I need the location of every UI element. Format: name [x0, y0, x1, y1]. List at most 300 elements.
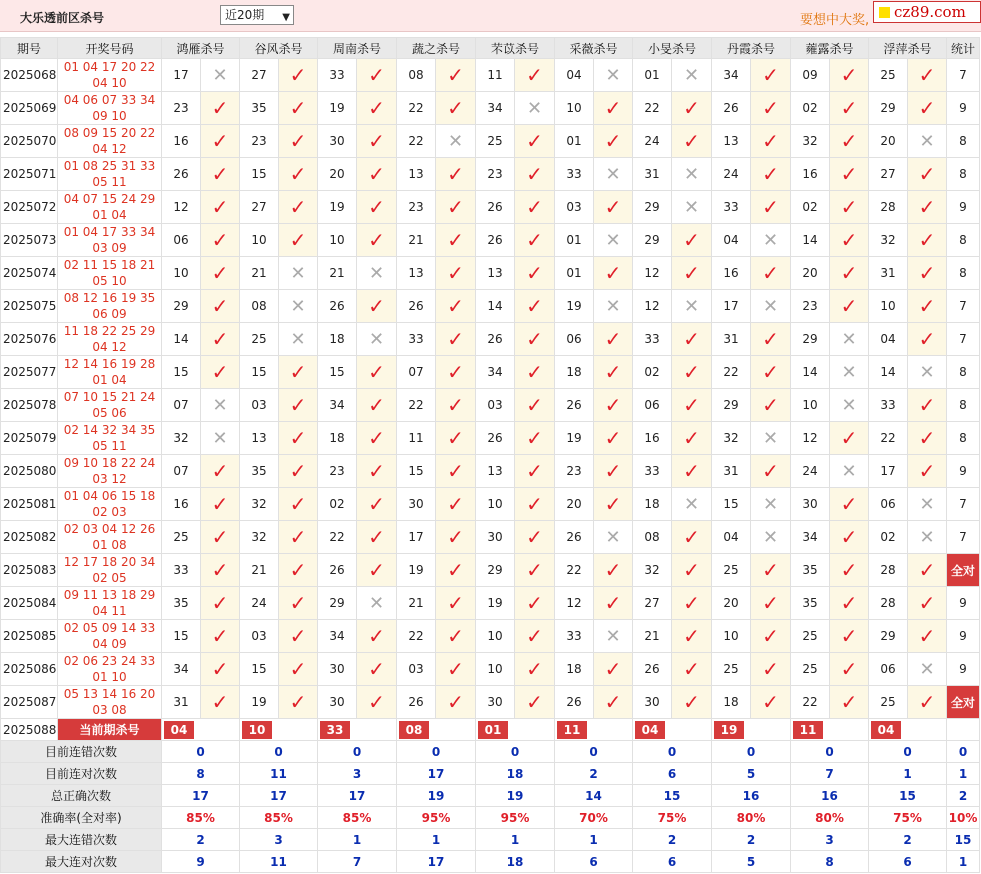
kill-number: 21 [397, 587, 436, 620]
back-numbers: 04 10 [92, 76, 127, 90]
front-numbers: 01 04 17 33 34 [63, 225, 156, 239]
kill-number: 10 [476, 488, 515, 521]
kill-number: 26 [318, 290, 357, 323]
period-cell: 2025084 [1, 587, 58, 620]
check-icon: ✓ [751, 554, 791, 587]
kill-number: 22 [791, 686, 830, 719]
count-cell: 7 [947, 521, 980, 554]
current-kill-cell [633, 719, 712, 741]
kill-number: 02 [318, 488, 357, 521]
cross-icon: ✕ [751, 290, 791, 323]
check-icon: ✓ [908, 158, 947, 191]
stats-value: 95% [397, 807, 476, 829]
front-numbers: 12 17 18 20 34 [63, 555, 156, 569]
cross-icon: ✕ [908, 125, 947, 158]
kill-number: 22 [397, 389, 436, 422]
kill-number: 22 [397, 92, 436, 125]
kill-number: 10 [869, 290, 908, 323]
draw-numbers [58, 257, 162, 290]
check-icon: ✓ [594, 389, 633, 422]
stats-value: 2 [633, 829, 712, 851]
cross-icon: ✕ [672, 488, 712, 521]
table-row [1, 356, 980, 389]
kill-number: 04 [555, 59, 594, 92]
current-count-cell [947, 719, 980, 741]
kill-number: 26 [476, 224, 515, 257]
kill-number: 19 [397, 554, 436, 587]
stats-value: 2 [555, 763, 633, 785]
kill-number: 20 [712, 587, 751, 620]
kill-number: 23 [162, 92, 201, 125]
stats-value: 95% [476, 807, 555, 829]
check-icon: ✓ [751, 686, 791, 719]
check-icon: ✓ [357, 125, 397, 158]
kill-number: 10 [555, 92, 594, 125]
check-icon: ✓ [436, 224, 476, 257]
kill-number: 34 [476, 92, 515, 125]
kill-number: 29 [633, 191, 672, 224]
count-cell: 8 [947, 158, 980, 191]
cross-icon: ✕ [672, 191, 712, 224]
count-cell: 8 [947, 389, 980, 422]
kill-number: 32 [633, 554, 672, 587]
kill-number: 10 [476, 653, 515, 686]
kill-number: 06 [869, 653, 908, 686]
check-icon: ✓ [201, 620, 240, 653]
kill-number: 30 [318, 653, 357, 686]
check-icon: ✓ [751, 125, 791, 158]
check-icon: ✓ [908, 422, 947, 455]
check-icon: ✓ [201, 158, 240, 191]
cross-icon: ✕ [515, 92, 555, 125]
check-icon: ✓ [357, 653, 397, 686]
current-period-cell: 2025088 [1, 719, 58, 741]
kill-number: 22 [397, 620, 436, 653]
check-icon: ✓ [201, 257, 240, 290]
check-icon: ✓ [515, 587, 555, 620]
kill-number: 20 [869, 125, 908, 158]
cross-icon: ✕ [830, 455, 869, 488]
check-icon: ✓ [436, 158, 476, 191]
check-icon: ✓ [436, 323, 476, 356]
column-header-expert: 谷风杀号 [240, 38, 318, 59]
stats-label: 总正确次数 [1, 785, 162, 807]
period-select[interactable] [220, 5, 294, 25]
current-kill-cell [869, 719, 947, 741]
check-icon: ✓ [515, 224, 555, 257]
kill-number: 14 [476, 290, 515, 323]
cross-icon: ✕ [830, 356, 869, 389]
current-kill-badge: 11 [793, 721, 823, 739]
kill-number: 33 [555, 620, 594, 653]
kill-number: 29 [162, 290, 201, 323]
front-numbers: 02 11 15 18 21 [63, 258, 156, 272]
stats-total: 1 [947, 763, 980, 785]
kill-number: 15 [397, 455, 436, 488]
kill-number: 34 [476, 356, 515, 389]
check-icon: ✓ [672, 422, 712, 455]
back-numbers: 01 04 [92, 208, 127, 222]
back-numbers: 03 08 [92, 703, 127, 717]
stats-value: 0 [397, 741, 476, 763]
cross-icon: ✕ [279, 257, 318, 290]
kill-number: 16 [162, 125, 201, 158]
check-icon: ✓ [594, 554, 633, 587]
kill-number: 32 [791, 125, 830, 158]
kill-number: 21 [240, 554, 279, 587]
kill-number: 15 [240, 653, 279, 686]
stats-value: 17 [240, 785, 318, 807]
kill-number: 27 [633, 587, 672, 620]
stats-value: 19 [397, 785, 476, 807]
check-icon: ✓ [515, 620, 555, 653]
stats-value: 1 [476, 829, 555, 851]
kill-number: 34 [318, 620, 357, 653]
kill-number: 03 [476, 389, 515, 422]
kill-number: 25 [712, 653, 751, 686]
stats-value: 16 [712, 785, 791, 807]
front-numbers: 08 12 16 19 35 [63, 291, 156, 305]
kill-number: 26 [555, 521, 594, 554]
front-numbers: 07 10 15 21 24 [63, 390, 156, 404]
check-icon: ✓ [515, 158, 555, 191]
kill-number: 26 [162, 158, 201, 191]
stats-value: 1 [555, 829, 633, 851]
cross-icon: ✕ [594, 158, 633, 191]
check-icon: ✓ [594, 488, 633, 521]
kill-number: 08 [633, 521, 672, 554]
cross-icon: ✕ [436, 125, 476, 158]
draw-numbers [58, 290, 162, 323]
back-numbers: 06 09 [92, 307, 127, 321]
draw-numbers [58, 455, 162, 488]
column-header-expert: 浮萍杀号 [869, 38, 947, 59]
draw-numbers [58, 653, 162, 686]
kill-number: 18 [555, 653, 594, 686]
kill-number: 19 [318, 191, 357, 224]
check-icon: ✓ [751, 158, 791, 191]
check-icon: ✓ [436, 356, 476, 389]
kill-number: 22 [318, 521, 357, 554]
kill-number: 03 [240, 620, 279, 653]
check-icon: ✓ [201, 554, 240, 587]
check-icon: ✓ [830, 191, 869, 224]
period-cell: 2025087 [1, 686, 58, 719]
check-icon: ✓ [594, 323, 633, 356]
column-header-expert: 采薇杀号 [555, 38, 633, 59]
check-icon: ✓ [357, 422, 397, 455]
period-cell: 2025082 [1, 521, 58, 554]
count-cell: 9 [947, 587, 980, 620]
period-cell: 2025081 [1, 488, 58, 521]
check-icon: ✓ [279, 356, 318, 389]
check-icon: ✓ [201, 587, 240, 620]
kill-number: 18 [555, 356, 594, 389]
current-kill-cell [240, 719, 318, 741]
stats-total: 10% [947, 807, 980, 829]
stats-value: 9 [162, 851, 240, 873]
kill-number: 31 [712, 455, 751, 488]
period-cell: 2025071 [1, 158, 58, 191]
back-numbers: 09 10 [92, 109, 127, 123]
stats-row [1, 763, 980, 785]
stats-row [1, 785, 980, 807]
back-numbers: 04 09 [92, 637, 127, 651]
check-icon: ✓ [357, 488, 397, 521]
stats-label: 最大连错次数 [1, 829, 162, 851]
back-numbers: 05 11 [92, 175, 127, 189]
check-icon: ✓ [436, 686, 476, 719]
kill-number: 33 [633, 455, 672, 488]
kill-number: 30 [633, 686, 672, 719]
check-icon: ✓ [279, 554, 318, 587]
check-icon: ✓ [201, 191, 240, 224]
column-header-expert: 蕹露杀号 [791, 38, 869, 59]
draw-numbers [58, 587, 162, 620]
kill-number: 12 [633, 257, 672, 290]
cross-icon: ✕ [830, 389, 869, 422]
check-icon: ✓ [201, 92, 240, 125]
table-row [1, 59, 980, 92]
kill-number: 34 [318, 389, 357, 422]
current-kill-badge: 04 [164, 721, 194, 739]
kill-number: 08 [240, 290, 279, 323]
kill-number: 15 [240, 158, 279, 191]
check-icon: ✓ [830, 620, 869, 653]
current-kill-cell [162, 719, 240, 741]
check-icon: ✓ [672, 554, 712, 587]
table-row [1, 158, 980, 191]
check-icon: ✓ [751, 191, 791, 224]
kill-number: 18 [633, 488, 672, 521]
kill-number: 12 [162, 191, 201, 224]
stats-value: 6 [633, 763, 712, 785]
table-row [1, 191, 980, 224]
kill-number: 16 [162, 488, 201, 521]
stats-value: 17 [162, 785, 240, 807]
check-icon: ✓ [594, 686, 633, 719]
kill-number: 32 [240, 488, 279, 521]
check-icon: ✓ [357, 191, 397, 224]
check-icon: ✓ [436, 488, 476, 521]
kill-number: 33 [555, 158, 594, 191]
top-bar [0, 0, 981, 32]
count-cell: 7 [947, 290, 980, 323]
stats-value: 75% [633, 807, 712, 829]
check-icon: ✓ [751, 59, 791, 92]
kill-number: 29 [476, 554, 515, 587]
stats-value: 1 [397, 829, 476, 851]
kill-number: 19 [318, 92, 357, 125]
period-cell: 2025075 [1, 290, 58, 323]
cross-icon: ✕ [279, 290, 318, 323]
kill-number: 03 [397, 653, 436, 686]
history-rows [1, 59, 980, 719]
stats-value: 5 [712, 763, 791, 785]
current-kill-badge: 10 [242, 721, 272, 739]
draw-numbers [58, 356, 162, 389]
kill-number: 24 [240, 587, 279, 620]
check-icon: ✓ [436, 587, 476, 620]
check-icon: ✓ [515, 488, 555, 521]
check-icon: ✓ [279, 389, 318, 422]
kill-number: 30 [476, 686, 515, 719]
count-cell: 7 [947, 323, 980, 356]
kill-number: 21 [397, 224, 436, 257]
kill-number: 29 [791, 323, 830, 356]
kill-number: 33 [869, 389, 908, 422]
check-icon: ✓ [751, 587, 791, 620]
current-kill-cell [476, 719, 555, 741]
kill-number: 12 [633, 290, 672, 323]
kill-number: 04 [712, 224, 751, 257]
stats-value: 1 [318, 829, 397, 851]
check-icon: ✓ [594, 191, 633, 224]
check-icon: ✓ [436, 653, 476, 686]
front-numbers: 09 10 18 22 24 [63, 456, 156, 470]
check-icon: ✓ [751, 620, 791, 653]
kill-number: 31 [633, 158, 672, 191]
kill-number: 18 [318, 422, 357, 455]
check-icon: ✓ [436, 389, 476, 422]
front-numbers: 04 07 15 24 29 [63, 192, 156, 206]
period-cell: 2025077 [1, 356, 58, 389]
table-row [1, 620, 980, 653]
check-icon: ✓ [594, 587, 633, 620]
stats-value: 6 [869, 851, 947, 873]
count-cell: 8 [947, 356, 980, 389]
kill-number: 13 [476, 455, 515, 488]
stats-value: 0 [240, 741, 318, 763]
kill-number: 20 [791, 257, 830, 290]
stats-value: 18 [476, 851, 555, 873]
table-row [1, 422, 980, 455]
count-cell: 9 [947, 191, 980, 224]
count-cell: 9 [947, 92, 980, 125]
check-icon: ✓ [830, 554, 869, 587]
stats-total: 15 [947, 829, 980, 851]
kill-number: 30 [397, 488, 436, 521]
check-icon: ✓ [672, 521, 712, 554]
stats-label: 最大连对次数 [1, 851, 162, 873]
check-icon: ✓ [672, 620, 712, 653]
check-icon: ✓ [357, 290, 397, 323]
kill-number: 30 [318, 686, 357, 719]
check-icon: ✓ [830, 587, 869, 620]
cross-icon: ✕ [201, 389, 240, 422]
kill-number: 35 [162, 587, 201, 620]
cross-icon: ✕ [357, 257, 397, 290]
kill-number: 22 [397, 125, 436, 158]
stats-value: 0 [555, 741, 633, 763]
stats-value: 11 [240, 763, 318, 785]
stats-value: 17 [318, 785, 397, 807]
kill-number: 32 [240, 521, 279, 554]
kill-number: 31 [162, 686, 201, 719]
current-kill-badge: 11 [557, 721, 587, 739]
back-numbers: 04 12 [92, 142, 127, 156]
kill-number: 21 [633, 620, 672, 653]
kill-number: 29 [869, 92, 908, 125]
stats-value: 8 [162, 763, 240, 785]
current-kill-badge: 19 [714, 721, 744, 739]
draw-numbers [58, 422, 162, 455]
kill-number: 10 [791, 389, 830, 422]
period-cell: 2025078 [1, 389, 58, 422]
check-icon: ✓ [908, 587, 947, 620]
check-icon: ✓ [515, 323, 555, 356]
stats-value: 16 [791, 785, 869, 807]
check-icon: ✓ [357, 455, 397, 488]
kill-number: 02 [869, 521, 908, 554]
check-icon: ✓ [908, 290, 947, 323]
stats-total: 2 [947, 785, 980, 807]
check-icon: ✓ [672, 92, 712, 125]
kill-number: 34 [712, 59, 751, 92]
current-kill-badge: 08 [399, 721, 429, 739]
kill-number: 26 [476, 323, 515, 356]
check-icon: ✓ [279, 653, 318, 686]
count-cell: 7 [947, 59, 980, 92]
kill-number: 23 [791, 290, 830, 323]
check-icon: ✓ [279, 158, 318, 191]
site-logo[interactable] [873, 1, 981, 23]
period-cell: 2025069 [1, 92, 58, 125]
promo-text[interactable]: 要想中大奖, [800, 13, 870, 28]
stats-value: 8 [791, 851, 869, 873]
kill-number: 10 [318, 224, 357, 257]
back-numbers: 05 10 [92, 274, 127, 288]
kill-number-table [0, 37, 980, 873]
kill-number: 01 [555, 224, 594, 257]
table-row [1, 488, 980, 521]
kill-number: 03 [240, 389, 279, 422]
kill-number: 23 [318, 455, 357, 488]
kill-number: 32 [162, 422, 201, 455]
front-numbers: 04 06 07 33 34 [63, 93, 156, 107]
check-icon: ✓ [357, 620, 397, 653]
check-icon: ✓ [279, 191, 318, 224]
cross-icon: ✕ [908, 521, 947, 554]
back-numbers: 01 04 [92, 373, 127, 387]
back-numbers: 05 06 [92, 406, 127, 420]
draw-numbers [58, 323, 162, 356]
front-numbers: 09 11 13 18 29 [63, 588, 156, 602]
period-cell: 2025073 [1, 224, 58, 257]
count-cell: 9 [947, 620, 980, 653]
check-icon: ✓ [436, 620, 476, 653]
stats-value: 19 [476, 785, 555, 807]
table-row [1, 521, 980, 554]
kill-number: 25 [869, 686, 908, 719]
check-icon: ✓ [908, 224, 947, 257]
kill-number: 21 [318, 257, 357, 290]
kill-number: 29 [712, 389, 751, 422]
check-icon: ✓ [357, 224, 397, 257]
kill-number: 13 [397, 257, 436, 290]
stats-value: 3 [240, 829, 318, 851]
draw-numbers [58, 554, 162, 587]
period-cell: 2025072 [1, 191, 58, 224]
check-icon: ✓ [672, 323, 712, 356]
check-icon: ✓ [908, 686, 947, 719]
check-icon: ✓ [830, 59, 869, 92]
front-numbers: 02 05 09 14 33 [63, 621, 156, 635]
column-header-count: 统计 [947, 38, 980, 59]
cross-icon: ✕ [594, 521, 633, 554]
kill-number: 15 [240, 356, 279, 389]
stats-value: 0 [791, 741, 869, 763]
